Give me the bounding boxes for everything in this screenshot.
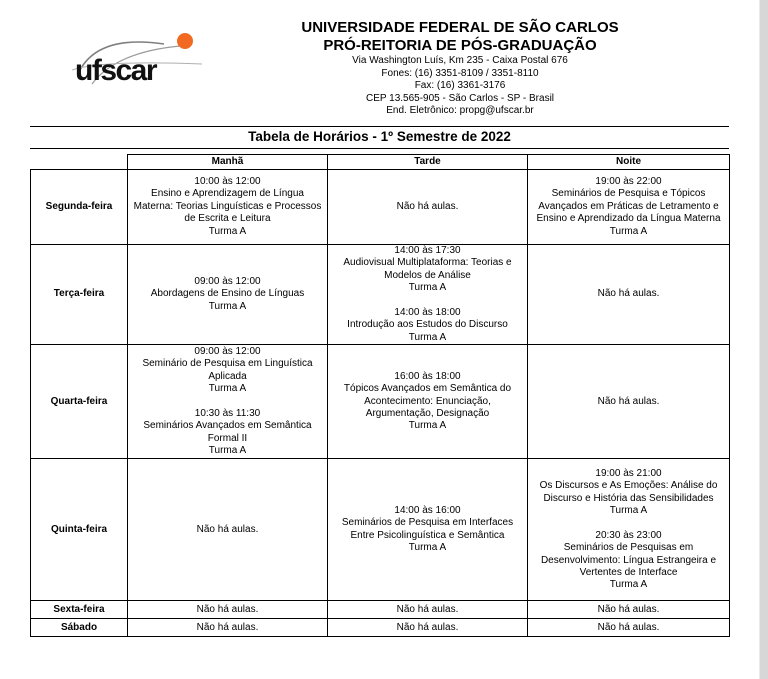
table-row xyxy=(31,601,730,619)
cell-line: Não há aulas. xyxy=(196,621,259,633)
cell-line: Tópicos Avançados em Semântica do Acontecimento: Enunciação, Argumentação, Designação xyxy=(343,383,512,419)
title-bottom-rule xyxy=(30,148,729,149)
cell-line: 09:00 às 12:00 xyxy=(194,345,261,357)
cell-line: Não há aulas. xyxy=(196,523,259,535)
cell-line: 10:00 às 12:00 xyxy=(194,175,261,187)
cell-line: Turma A xyxy=(208,225,247,237)
cell-line: Turma A xyxy=(408,420,447,432)
cell-line: Turma A xyxy=(609,579,648,591)
morning-cell xyxy=(128,170,328,245)
university-name: UNIVERSIDADE FEDERAL DE SÃO CARLOS xyxy=(301,19,619,36)
table-row xyxy=(31,170,730,245)
page-title: Tabela de Horários - 1º Semestre de 2022 xyxy=(248,129,511,144)
cell-line: Turma A xyxy=(609,225,648,237)
cell-line: Seminário de Pesquisa em Linguística Aplicada xyxy=(142,358,313,382)
day-cell: Quarta-feira xyxy=(31,345,128,459)
block-spacer xyxy=(331,295,524,307)
schedule-table xyxy=(30,154,730,637)
table-row xyxy=(31,345,730,459)
cell-line: Os Discursos e As Emoções: Análise do Discurso e História das Sensibilidades xyxy=(539,480,718,504)
cell-line: Não há aulas. xyxy=(597,621,660,633)
cell-line: Não há aulas. xyxy=(597,603,660,615)
phones-line: Fones: (16) 3351-8109 / 3351-8110 xyxy=(381,67,539,79)
cell-line: Turma A xyxy=(208,300,247,312)
column-header-night: Noite xyxy=(528,155,730,170)
cell-line: Não há aulas. xyxy=(597,288,660,300)
logo-dot xyxy=(177,33,193,49)
morning-cell xyxy=(128,245,328,345)
cell-line: Turma A xyxy=(408,282,447,294)
email-line: End. Eletrônico: propg@ufscar.br xyxy=(386,105,534,117)
header-corner xyxy=(31,155,128,170)
cell-line: Seminários de Pesquisa e Tópicos Avançados em Práticas de Letramento e Ensino e Aprendizado da Língua Materna xyxy=(536,188,721,225)
morning-cell xyxy=(128,601,328,619)
night-cell xyxy=(528,601,730,619)
cell-line: Seminários Avançados em Semântica Formal II xyxy=(143,420,312,444)
night-cell xyxy=(528,245,730,345)
cell-line: Não há aulas. xyxy=(597,395,660,407)
morning-cell xyxy=(128,345,328,459)
day-cell: Sábado xyxy=(31,619,128,637)
cell-line: Turma A xyxy=(208,445,247,457)
document-header xyxy=(290,19,630,118)
morning-cell xyxy=(128,459,328,601)
cell-line: Turma A xyxy=(609,504,648,516)
afternoon-cell xyxy=(328,601,528,619)
cell-line: 14:00 às 17:30 xyxy=(394,245,461,256)
logo-wordmark: ufscar xyxy=(75,54,157,87)
cell-line: Não há aulas. xyxy=(196,603,259,615)
table-row xyxy=(31,459,730,601)
address-line: Via Washington Luís, Km 235 - Caixa Postal 676 xyxy=(352,55,568,66)
cell-line: 19:00 às 21:00 xyxy=(595,467,662,479)
column-header-afternoon: Tarde xyxy=(328,155,528,170)
cell-line: 16:00 às 18:00 xyxy=(394,370,461,382)
morning-cell xyxy=(128,619,328,637)
block-spacer xyxy=(131,396,324,408)
cep-line: CEP 13.565-905 - São Carlos - SP - Brasil xyxy=(365,92,555,104)
afternoon-cell xyxy=(328,245,528,345)
cell-line: Introdução aos Estudos do Discurso xyxy=(347,319,508,331)
cell-line: Turma A xyxy=(408,331,447,343)
column-header-morning: Manhã xyxy=(128,155,328,170)
cell-line: Seminários de Pesquisa em Interfaces Entre Psicolinguística e Semântica xyxy=(341,517,514,541)
cell-line: Turma A xyxy=(408,542,447,554)
cell-line: Abordagens de Ensino de Línguas xyxy=(150,288,305,300)
cell-line: Audiovisual Multiplataforma: Teorias e Modelos de Análise xyxy=(343,257,512,281)
cell-line: 09:00 às 12:00 xyxy=(194,276,261,287)
cell-line: Não há aulas. xyxy=(396,603,459,615)
afternoon-cell xyxy=(328,619,528,637)
header-row xyxy=(31,155,730,170)
night-cell xyxy=(528,345,730,459)
ufscar-logo xyxy=(72,30,207,90)
vertical-scrollbar[interactable] xyxy=(760,0,768,679)
block-spacer xyxy=(531,517,726,529)
cell-line: 14:00 às 18:00 xyxy=(394,307,461,319)
cell-line: Não há aulas. xyxy=(396,621,459,633)
afternoon-cell xyxy=(328,459,528,601)
cell-line: Ensino e Aprendizagem de Língua Materna: Teorias Linguísticas e Processos de Escrita e Leitura xyxy=(133,188,322,225)
day-cell: Sexta-feira xyxy=(31,601,128,619)
cell-line: 19:00 às 22:00 xyxy=(595,175,662,187)
cell-line: Seminários de Pesquisas em Desenvolvimento: Língua Estrangeira e Vertentes de Interface xyxy=(540,542,717,578)
fax-line: Fax: (16) 3361-3176 xyxy=(414,80,506,92)
cell-line: Não há aulas. xyxy=(396,200,459,212)
day-cell: Segunda-feira xyxy=(31,170,128,245)
day-cell: Quinta-feira xyxy=(31,459,128,601)
table-row xyxy=(31,619,730,637)
cell-line: Turma A xyxy=(208,383,247,395)
night-cell xyxy=(528,459,730,601)
night-cell xyxy=(528,619,730,637)
afternoon-cell xyxy=(328,345,528,459)
title-top-rule xyxy=(30,126,729,127)
cell-line: 20:30 às 23:00 xyxy=(595,529,662,541)
table-row xyxy=(31,245,730,345)
cell-line: 14:00 às 16:00 xyxy=(394,504,461,516)
day-cell: Terça-feira xyxy=(31,245,128,345)
office-name: PRÓ-REITORIA DE PÓS-GRADUAÇÃO xyxy=(323,37,597,54)
afternoon-cell xyxy=(328,170,528,245)
cell-line: 10:30 às 11:30 xyxy=(194,407,261,419)
night-cell xyxy=(528,170,730,245)
